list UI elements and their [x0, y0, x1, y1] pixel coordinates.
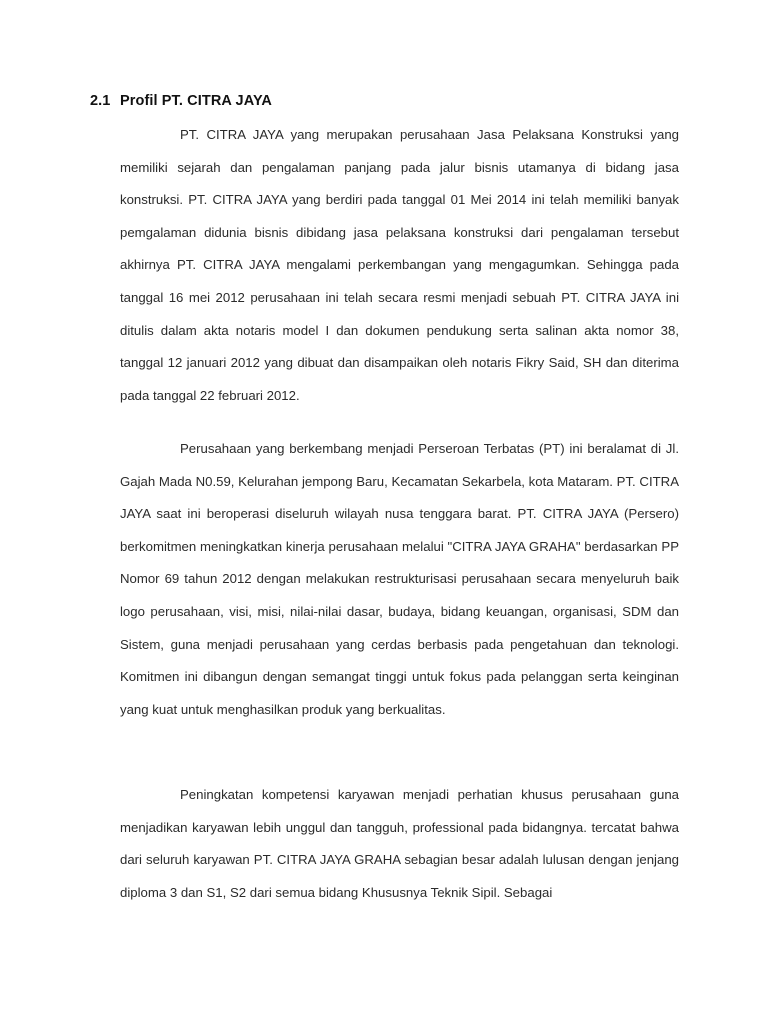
- paragraph-employee-competence: Peningkatan kompetensi karyawan menjadi perhatian khusus perusahaan guna menjadikan karyawan lebih unggul dan tangguh, professional pada bidangnya. tercatat bahwa dari seluruh karyawan PT. CITRA JAYA GRAHA sebagian besar adalah lulusan dengan jenjang diploma 3 dan S1, S2 dari semua bidang Khususnya Teknik Sipil. Sebagai: [120, 787, 679, 900]
- section-number: 2.1: [90, 93, 111, 109]
- section-title: Profil PT. CITRA JAYA: [120, 93, 272, 109]
- section-heading: [90, 93, 272, 109]
- paragraph-company-address-commitment: Perusahaan yang berkembang menjadi Perseroan Terbatas (PT) ini beralamat di Jl. Gajah Mada N0.59, Kelurahan jempong Baru, Kecamatan Sekarbela, kota Mataram. PT. CITRA JAYA saat ini beroperasi diseluruh wilayah nusa tenggara barat. PT. CITRA JAYA (Persero) berkomitmen meningkatkan kinerja perusahaan melalui "CITRA JAYA GRAHA" berdasarkan PP Nomor 69 tahun 2012 dengan melakukan restrukturisasi perusahaan secara menyeluruh baik logo perusahaan, visi, misi, nilai-nilai dasar, budaya, bidang keuangan, organisasi, SDM dan Sistem, guna menjadi perusahaan yang cerdas berbasis pada pengetahuan dan teknologi. Komitmen ini dibangun dengan semangat tinggi untuk fokus pada pelanggan serta keinginan yang kuat untuk menghasilkan produk yang berkualitas.: [120, 441, 679, 717]
- paragraph-company-history: PT. CITRA JAYA yang merupakan perusahaan Jasa Pelaksana Konstruksi yang memiliki sejarah dan pengalaman panjang pada jalur bisnis utamanya di bidang jasa konstruksi. PT. CITRA JAYA yang berdiri pada tanggal 01 Mei 2014 ini telah memiliki banyak pemgalaman didunia bisnis dibidang jasa pelaksana konstruksi dari pengalaman tersebut akhirnya PT. CITRA JAYA mengalami perkembangan yang mengagumkan. Sehingga pada tanggal 16 mei 2012 perusahaan ini telah secara resmi menjadi sebuah PT. CITRA JAYA ini ditulis dalam akta notaris model I dan dokumen pendukung serta salinan akta nomor 38, tanggal 12 januari 2012 yang dibuat dan disampaikan oleh notaris Fikry Said, SH dan diterima pada tanggal 22 februari 2012.: [120, 127, 679, 403]
